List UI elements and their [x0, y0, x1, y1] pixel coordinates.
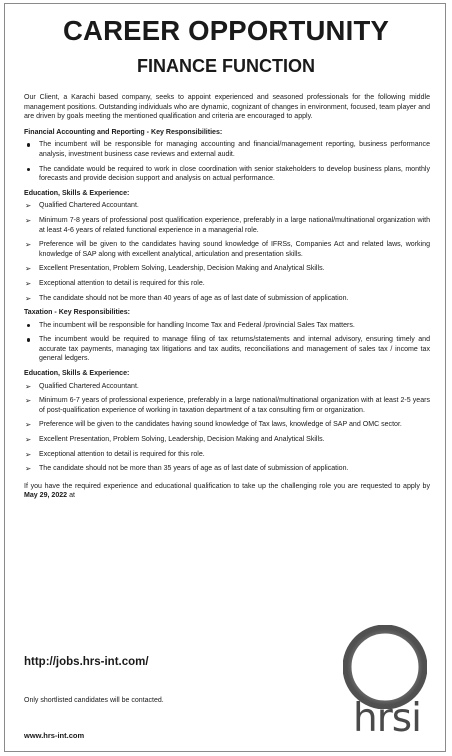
list-item: ➢ Exceptional attention to detail is required for this role. [25, 449, 205, 459]
list-item: ➢ Minimum 7-8 years of professional post qualification experience, preferably in a large national/multinational organization with at least 4-6 years of related functional experience in a managerial role. [25, 215, 430, 234]
arrow-check-icon: ➢ [25, 381, 32, 391]
taxation-responsibilities-heading: Taxation - Key Responsibilities: [24, 309, 130, 317]
list-item: ➢ Qualified Chartered Accountant. [25, 201, 139, 211]
deadline-date: May 29, 2022 [24, 492, 68, 500]
list-item: ➢ Qualified Chartered Accountant. [25, 381, 139, 391]
arrow-check-icon: ➢ [25, 201, 32, 211]
list-item: The incumbent will be responsible for handling Income Tax and Federal /provincial Sales Tax matters. [39, 321, 355, 329]
ad-title: CAREER OPPORTUNITY [63, 15, 389, 46]
list-item: ➢ The candidate should not be more than 35 years of age as of last date of submission of application. [25, 464, 349, 474]
arrow-check-icon: ➢ [25, 240, 32, 250]
list-item: ➢ Exceptional attention to detail is required for this role. [25, 278, 205, 288]
list-item: ➢ Excellent Presentation, Problem Solving, Leadership, Decision Making and Analytical Skills. [25, 264, 325, 274]
finance-skills-list [24, 201, 430, 303]
taxation-skills-list [24, 382, 430, 474]
arrow-check-icon: ➢ [25, 278, 32, 288]
arrow-check-icon: ➢ [25, 396, 32, 406]
list-item: ➢ The candidate should not be more than 40 years of age as of last date of submission of application. [25, 293, 349, 303]
ad-body [24, 93, 430, 501]
list-item: The incumbent would be required to manage filing of tax returns/statements and internal advisory, ensuring timely and accurate tax payments, managing tax litigations and tax audits, reconciliations and management of sales tax / income tax general ledgers. [39, 336, 430, 363]
list-item: ➢ Preference will be given to the candidates having sound knowledge of Tax laws, knowledge of SAP and OMC sector. [25, 420, 402, 430]
finance-skills-heading: Education, Skills & Experience: [24, 189, 130, 197]
arrow-check-icon: ➢ [25, 215, 32, 225]
arrow-check-icon: ➢ [25, 435, 32, 445]
closing-paragraph: If you have the required experience and educational qualification to take up the challenging role you are requested to apply by May 29, 2022 at [24, 482, 430, 500]
list-item: ➢ Minimum 6-7 years of professional experience, preferably in a large national/multinational organization with at least 2-5 years of post-qualification experience of working in taxation department of a tax consulting firm or organization. [25, 396, 430, 414]
list-item: ➢ Excellent Presentation, Problem Solving, Leadership, Decision Making and Analytical Skills. [25, 435, 325, 445]
list-item: The incumbent will be responsible for managing accounting and financial/management reporting, business performance analysis, investment business case reviews and external audit. [39, 141, 430, 158]
arrow-check-icon: ➢ [25, 264, 32, 274]
finance-responsibilities-list [24, 140, 430, 183]
arrow-check-icon: ➢ [25, 293, 32, 303]
arrow-check-icon: ➢ [25, 464, 32, 474]
apply-link[interactable]: http://jobs.hrs-int.com/ [24, 656, 149, 668]
finance-responsibilities-heading: Financial Accounting and Reporting - Key Responsibilities: [24, 128, 223, 136]
website-link[interactable]: www.hrs-int.com [24, 731, 85, 740]
list-item: The candidate would be required to work in close coordination with senior stakeholders to develop business plans, monthly forecasts and provide decision support and analysis on actual performance. [39, 165, 430, 183]
logo-wordmark: hrsi [353, 696, 421, 741]
taxation-responsibilities-list [24, 321, 430, 364]
list-item: ➢ Preference will be given to the candidates having sound knowledge of IFRSs, Companies Act and related laws, working knowledge of SAP along with excellent analytical, articulation and presentation skills. [25, 240, 430, 258]
shortlist-note: Only shortlisted candidates will be contacted. [24, 697, 164, 704]
taxation-skills-heading: Education, Skills & Experience: [24, 370, 130, 378]
ad-subtitle: FINANCE FUNCTION [137, 56, 315, 76]
arrow-check-icon: ➢ [25, 449, 32, 459]
intro-paragraph: Our Client, a Karachi based company, seeks to appoint experienced and seasoned professionals for the following middle management positions. Outstanding individuals who are dynamic, cognizant of changes in environment, focused, team player and are driven by goals meeting the mentioned qualification and criteria are encouraged to apply. [24, 94, 430, 121]
arrow-check-icon: ➢ [25, 420, 32, 430]
